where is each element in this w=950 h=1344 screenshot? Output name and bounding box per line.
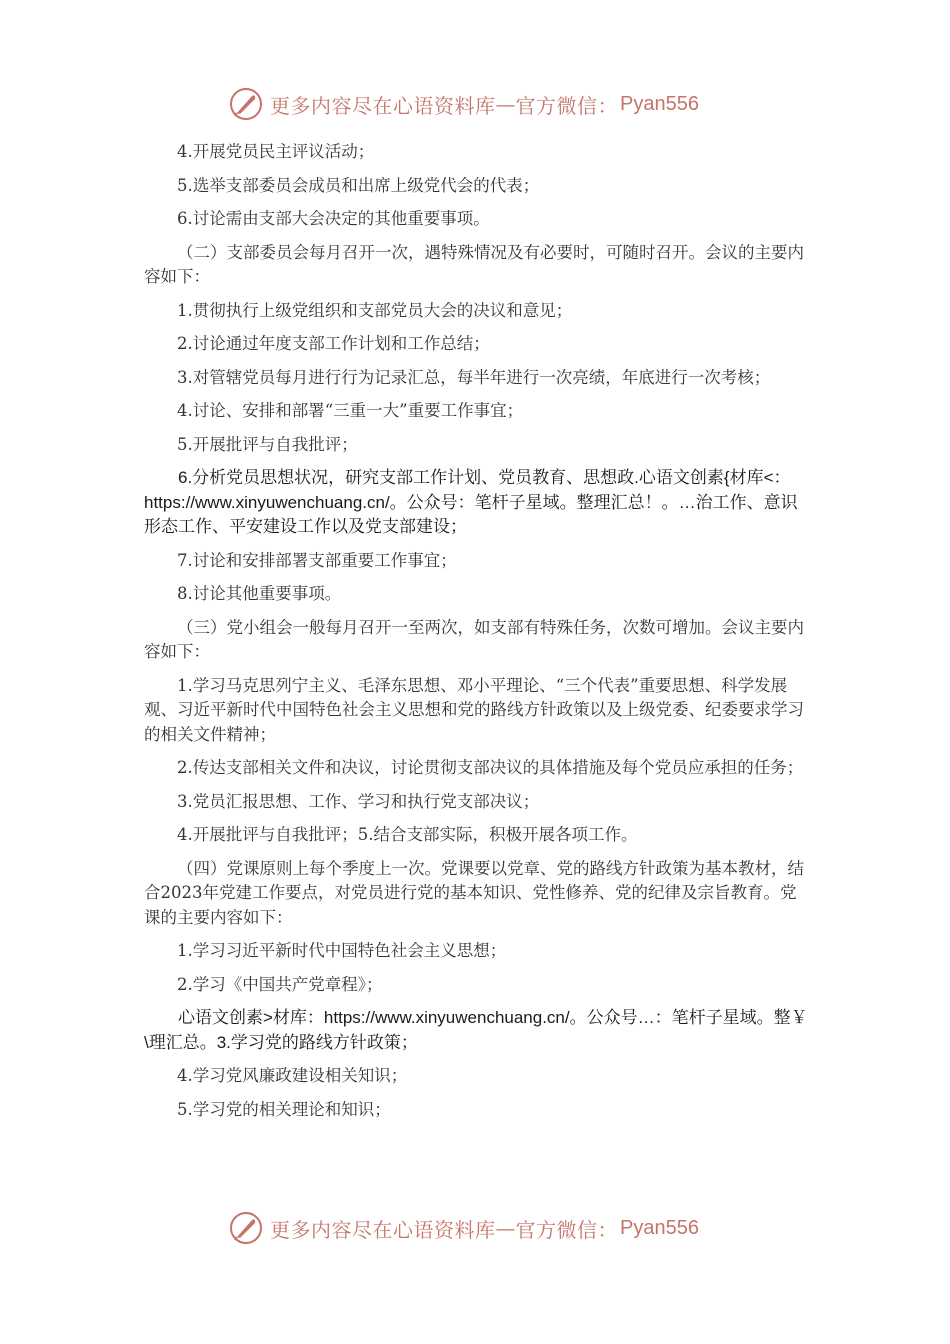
paragraph: 1.学习习近平新时代中国特色社会主义思想； (177, 941, 507, 960)
quill-pen-icon (228, 1210, 264, 1246)
document-body (144, 140, 812, 1131)
paragraph: （二）支部委员会每月召开一次，遇特殊情况及有必要时，可随时召开。会议的主要内容如下： (144, 242, 804, 286)
paragraph: （四）党课原则上每个季度上一次。党课要以党章、党的路线方针政策为基本教材，结合2023年党建工作要点，对党员进行党的基本知识、党性修养、党的纪律及宗旨教育。党课的主要内容如下： (144, 858, 804, 927)
watermark-footer (228, 1208, 699, 1248)
paragraph-inserted-ad: 心语文创素>材库：https://www.xinyuwenchuang.cn/。公众号…：笔杆子星域。整￥\理汇总。3.学习党的路线方针政策； (144, 1008, 808, 1052)
watermark-separator: — (495, 1216, 516, 1240)
watermark-text: 更多内容尽在心语资料库 (270, 93, 496, 118)
paragraph: 7.讨论和安排部署支部重要工作事宜； (177, 550, 457, 570)
watermark-label: 官方微信： (515, 93, 618, 118)
watermark-separator: — (495, 92, 516, 116)
paragraph: 5.学习党的相关理论和知识； (177, 1099, 391, 1119)
paragraph: 1.学习马克思列宁主义、毛泽东思想、邓小平理论、“三个代表”重要思想、科学发展观、习近平新时代中国特色社会主义思想和党的路线方针政策以及上级党委、纪委要求学习的相关文件精神； (144, 675, 804, 744)
quill-pen-icon (228, 86, 264, 122)
paragraph: 3.党员汇报思想、工作、学习和执行党支部决议； (177, 791, 540, 811)
watermark-header (228, 84, 699, 124)
paragraph: 4.讨论、安排和部署“三重一大”重要工作事宜； (177, 401, 524, 420)
paragraph: 1.贯彻执行上级党组织和支部党员大会的决议和意见； (177, 300, 573, 320)
paragraph: 2.学习《中国共产党章程》； (177, 974, 383, 994)
paragraph: 4.开展党员民主评议活动； (177, 142, 375, 161)
watermark-id: Pyan556 (620, 1216, 699, 1239)
paragraph: 6.讨论需由支部大会决定的其他重要事项。 (177, 209, 490, 228)
paragraph: 4.开展批评与自我批评；5.结合支部实际，积极开展各项工作。 (177, 825, 638, 844)
paragraph: 2.传达支部相关文件和决议，讨论贯彻支部决议的具体措施及每个党员应承担的任务； (177, 758, 804, 777)
watermark-text: 更多内容尽在心语资料库 (270, 1217, 496, 1242)
paragraph: 5.选举支部委员会成员和出席上级党代会的代表； (177, 175, 540, 195)
paragraph: 5.开展批评与自我批评； (177, 434, 358, 454)
paragraph: 3.对管辖党员每月进行行为记录汇总，每半年进行一次亮绩，年底进行一次考核； (177, 367, 771, 387)
watermark-id: Pyan556 (620, 92, 699, 115)
paragraph: 4.学习党风廉政建设相关知识； (177, 1066, 408, 1085)
paragraph: 8.讨论其他重要事项。 (177, 584, 342, 603)
paragraph: （三）党小组会一般每月召开一至两次，如支部有特殊任务，次数可增加。会议主要内容如下： (144, 617, 804, 661)
paragraph-inserted-ad: 6.分析党员思想状况，研究支部工作计划、党员教育、思想政.心语文创素{材库<：https://www.xinyuwenchuang.cn/。公众号：笔杆子星域。整理汇总！。…治工作、意识形态工作、平安建设工作以及党支部建设； (144, 468, 798, 536)
paragraph: 2.讨论通过年度支部工作计划和工作总结； (177, 334, 490, 353)
watermark-label: 官方微信： (515, 1217, 618, 1242)
